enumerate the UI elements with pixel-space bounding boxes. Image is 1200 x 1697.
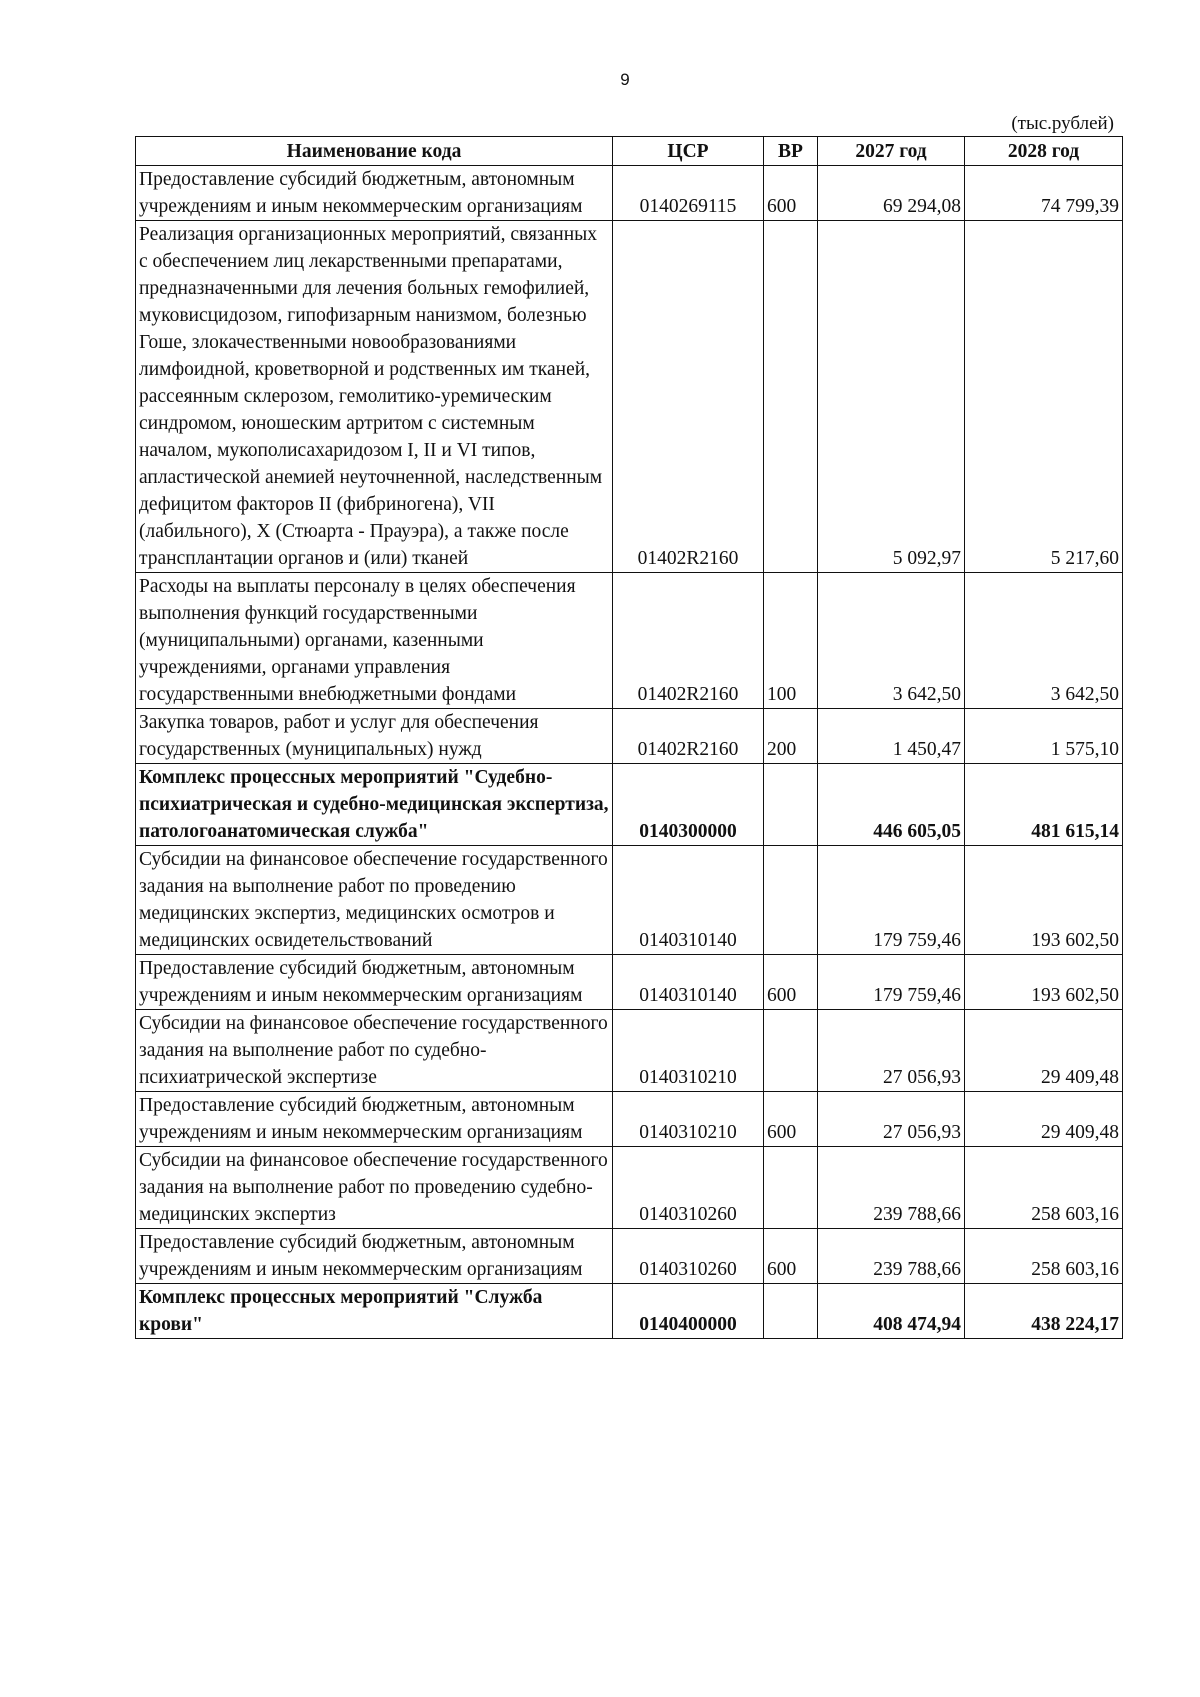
cell-2028: 74 799,39 xyxy=(965,166,1123,221)
table-row xyxy=(136,221,1123,573)
cell-vr: 600 xyxy=(764,1092,818,1147)
cell-2028: 258 603,16 xyxy=(965,1147,1123,1229)
cell-2027: 239 788,66 xyxy=(818,1229,965,1284)
cell-2028: 481 615,14 xyxy=(965,764,1123,846)
cell-name: Предоставление субсидий бюджетным, автономным учреждениям и иным некоммерческим организациям xyxy=(136,1092,613,1147)
cell-name: Субсидии на финансовое обеспечение государственного задания на выполнение работ по проведению медицинских экспертиз, медицинских осмотров и медицинских освидетельствований xyxy=(136,846,613,955)
cell-csr: 0140310210 xyxy=(613,1092,764,1147)
header-2028: 2028 год xyxy=(965,137,1123,166)
table-row xyxy=(136,1010,1123,1092)
cell-2027: 5 092,97 xyxy=(818,221,965,573)
cell-name: Предоставление субсидий бюджетным, автономным учреждениям и иным некоммерческим организациям xyxy=(136,166,613,221)
cell-vr: 600 xyxy=(764,1229,818,1284)
cell-vr xyxy=(764,1010,818,1092)
cell-2027: 27 056,93 xyxy=(818,1092,965,1147)
budget-table xyxy=(135,136,1123,1339)
table-row-subtotal xyxy=(136,764,1123,846)
cell-name: Субсидии на финансовое обеспечение государственного задания на выполнение работ по судебно-психиатрической экспертизе xyxy=(136,1010,613,1092)
cell-2028: 258 603,16 xyxy=(965,1229,1123,1284)
cell-2028: 1 575,10 xyxy=(965,709,1123,764)
cell-2027: 179 759,46 xyxy=(818,846,965,955)
units-label: (тыс.рублей) xyxy=(1011,113,1114,134)
cell-2028: 29 409,48 xyxy=(965,1010,1123,1092)
header-2027: 2027 год xyxy=(818,137,965,166)
header-csr: ЦСР xyxy=(613,137,764,166)
cell-name: Предоставление субсидий бюджетным, автономным учреждениям и иным некоммерческим организациям xyxy=(136,955,613,1010)
cell-2027: 69 294,08 xyxy=(818,166,965,221)
cell-2027: 239 788,66 xyxy=(818,1147,965,1229)
cell-csr: 0140310260 xyxy=(613,1147,764,1229)
cell-2027: 3 642,50 xyxy=(818,573,965,709)
cell-2027: 408 474,94 xyxy=(818,1284,965,1339)
cell-csr: 0140300000 xyxy=(613,764,764,846)
cell-2028: 193 602,50 xyxy=(965,955,1123,1010)
cell-csr: 0140310210 xyxy=(613,1010,764,1092)
cell-name: Комплекс процессных мероприятий "Судебно-психиатрическая и судебно-медицинская экспертиза, патологоанатомическая служба" xyxy=(136,764,613,846)
cell-vr: 100 xyxy=(764,573,818,709)
cell-name: Закупка товаров, работ и услуг для обеспечения государственных (муниципальных) нужд xyxy=(136,709,613,764)
cell-csr: 0140269115 xyxy=(613,166,764,221)
cell-2027: 446 605,05 xyxy=(818,764,965,846)
table-row xyxy=(136,955,1123,1010)
cell-2028: 29 409,48 xyxy=(965,1092,1123,1147)
cell-csr: 0140400000 xyxy=(613,1284,764,1339)
cell-vr: 600 xyxy=(764,955,818,1010)
table-body xyxy=(136,166,1123,1339)
cell-2028: 438 224,17 xyxy=(965,1284,1123,1339)
table-row xyxy=(136,709,1123,764)
cell-2028: 193 602,50 xyxy=(965,846,1123,955)
cell-name: Расходы на выплаты персоналу в целях обеспечения выполнения функций государственными (муниципальными) органами, казенными учреждениями, органами управления государственными внебюджетными фондами xyxy=(136,573,613,709)
table-row xyxy=(136,1229,1123,1284)
cell-csr: 01402R2160 xyxy=(613,221,764,573)
cell-vr: 200 xyxy=(764,709,818,764)
header-vr: ВР xyxy=(764,137,818,166)
cell-csr: 01402R2160 xyxy=(613,709,764,764)
cell-name: Субсидии на финансовое обеспечение государственного задания на выполнение работ по проведению судебно-медицинских экспертиз xyxy=(136,1147,613,1229)
cell-2027: 27 056,93 xyxy=(818,1010,965,1092)
table-row xyxy=(136,1147,1123,1229)
cell-vr xyxy=(764,1147,818,1229)
cell-2027: 179 759,46 xyxy=(818,955,965,1010)
table-row-subtotal xyxy=(136,1284,1123,1339)
page-number: 9 xyxy=(620,70,630,89)
cell-csr: 0140310140 xyxy=(613,846,764,955)
cell-csr: 0140310260 xyxy=(613,1229,764,1284)
cell-vr xyxy=(764,1284,818,1339)
table-row xyxy=(136,166,1123,221)
table-row xyxy=(136,573,1123,709)
table-row xyxy=(136,1092,1123,1147)
cell-name: Реализация организационных мероприятий, связанных с обеспечением лиц лекарственными препаратами, предназначенными для лечения больных гемофилией, муковисцидозом, гипофизарным нанизмом, болезнью Гоше, злокачественными новообразованиями лимфоидной, кроветворной и родственных им тканей, рассеянным склерозом, гемолитико-уремическим синдромом, юношеским артритом с системным началом, мукополисахаридозом I, II и VI типов, апластической анемией неуточненной, наследственным дефицитом факторов II (фибриногена), VII (лабильного), X (Стюарта - Прауэра), а также после трансплантации органов и (или) тканей xyxy=(136,221,613,573)
cell-vr xyxy=(764,221,818,573)
cell-vr xyxy=(764,846,818,955)
cell-name: Комплекс процессных мероприятий "Служба крови" xyxy=(136,1284,613,1339)
cell-2028: 3 642,50 xyxy=(965,573,1123,709)
header-name: Наименование кода xyxy=(136,137,613,166)
table-row xyxy=(136,846,1123,955)
cell-csr: 01402R2160 xyxy=(613,573,764,709)
cell-vr: 600 xyxy=(764,166,818,221)
cell-2027: 1 450,47 xyxy=(818,709,965,764)
cell-2028: 5 217,60 xyxy=(965,221,1123,573)
cell-name: Предоставление субсидий бюджетным, автономным учреждениям и иным некоммерческим организациям xyxy=(136,1229,613,1284)
cell-csr: 0140310140 xyxy=(613,955,764,1010)
cell-vr xyxy=(764,764,818,846)
table-header-row xyxy=(136,137,1123,166)
